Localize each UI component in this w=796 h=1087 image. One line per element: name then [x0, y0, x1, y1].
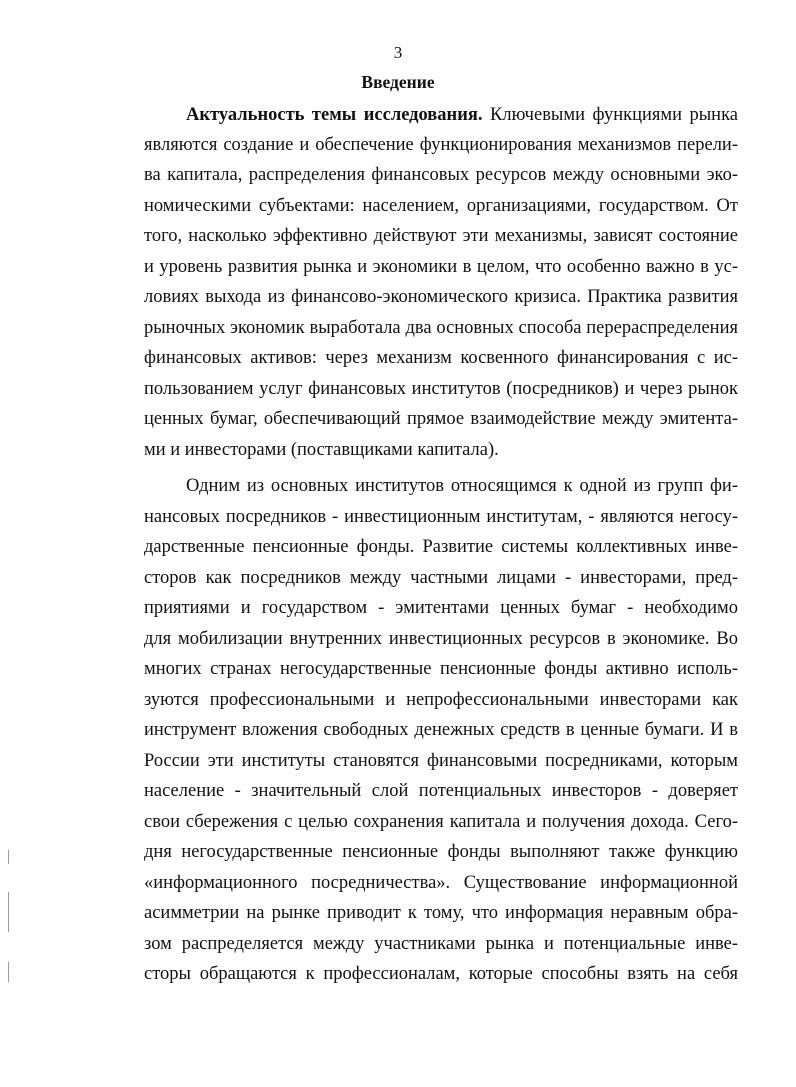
paragraph-2-line: население - значительный слой потенциальных инвесторов - доверяет — [144, 781, 738, 801]
paragraph-2-line: для мобилизации внутренних инвестиционных ресурсов в экономике. Во — [144, 629, 738, 649]
paragraph-2-line: инструмент вложения свободных денежных средств в ценные бумаги. И в — [144, 720, 738, 740]
paragraph-1-line: ловиях выхода из финансово-экономического кризиса. Практика развития — [144, 287, 738, 307]
paragraph-1-line: ва капитала, распределения финансовых ресурсов между основными эко- — [144, 165, 738, 185]
paragraph-1-line: номическими субъектами: населением, организациями, государством. От — [144, 196, 738, 216]
paragraph-2-line: свои сбережения с целью сохранения капитала и получения дохода. Сего- — [144, 812, 738, 832]
paragraph-1-line: и уровень развития рынка и экономики в целом, что особенно важно в ус- — [144, 257, 738, 277]
paragraph-2-line: Одним из основных институтов относящимся к одной из групп фи- — [186, 476, 738, 496]
section-heading: Введение — [361, 72, 435, 92]
paragraph-1-lead-rest: Ключевыми функциями рынка — [482, 105, 738, 125]
paragraph-1-line: пользованием услуг финансовых институтов (посредников) и через рынок — [144, 379, 738, 399]
paragraph-2-line: сторы обращаются к профессионалам, которые способны взять на себя — [144, 964, 738, 984]
paragraph-2-line: зуются профессиональными и непрофессиональными инвесторами как — [144, 690, 738, 710]
paragraph-2-line: дарственные пенсионные фонды. Развитие системы коллективных инве- — [144, 537, 738, 557]
paragraph-2-line: приятиями и государством - эмитентами ценных бумаг - необходимо — [144, 598, 738, 618]
paragraph-2-line: нансовых посредников - инвестиционным институтам, - являются негосу- — [144, 507, 738, 527]
paragraph-1-line: того, насколько эффективно действуют эти механизмы, зависят состояние — [144, 226, 738, 246]
scan-edge-mark — [8, 962, 9, 982]
paragraph-1-lead: Актуальность темы исследования. — [186, 105, 483, 125]
scan-edge-mark — [8, 850, 9, 864]
paragraph-2-line: зом распределяется между участниками рынка и потенциальные инве- — [144, 934, 738, 954]
paragraph-2-line: России эти институты становятся финансовыми посредниками, которым — [144, 751, 738, 771]
paragraph-1-line: ми и инвесторами (поставщиками капитала). — [144, 440, 499, 460]
paragraph-2-line: «информационного посредничества». Существование информационной — [144, 873, 738, 893]
paragraph-2-line: многих странах негосударственные пенсионные фонды активно исполь- — [144, 659, 738, 679]
paragraph-1-line: рыночных экономик выработала два основных способа перераспределения — [144, 318, 738, 338]
paragraph-2-line: асимметрии на рынке приводит к тому, что информация неравным обра- — [144, 903, 738, 923]
paragraph-1-line: ценных бумаг, обеспечивающий прямое взаимодействие между эмитента- — [144, 409, 738, 429]
paragraph-2-line: дня негосударственные пенсионные фонды выполняют также функцию — [144, 842, 738, 862]
page-number: 3 — [393, 43, 403, 62]
paragraph-1-line: финансовых активов: через механизм косвенного финансирования с ис- — [144, 348, 738, 368]
paragraph-1-first-line — [186, 103, 738, 127]
paragraph-1-line: являются создание и обеспечение функционирования механизмов перели- — [144, 135, 738, 155]
paragraph-2-line: сторов как посредников между частными лицами - инвесторами, пред- — [144, 568, 738, 588]
scan-edge-mark — [8, 892, 9, 932]
